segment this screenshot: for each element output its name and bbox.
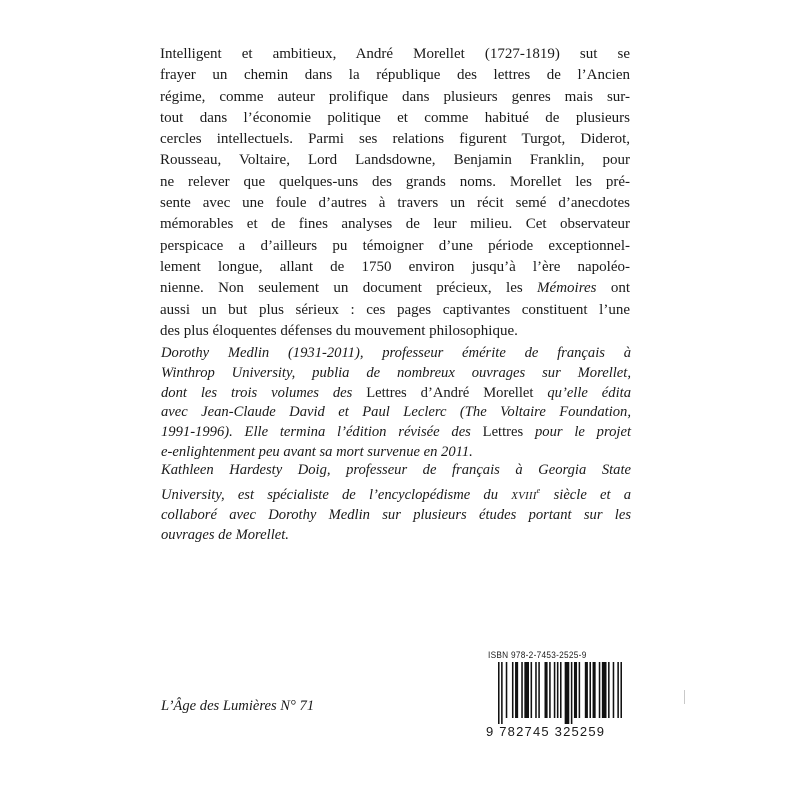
bio-text: University, est spécialiste de l’encyclopédisme du [161,486,512,503]
bio-text: d’André Morellet [406,384,548,401]
page-edge-mark [684,690,685,704]
memoires-title: Mémoires [537,280,597,297]
summary-line: lement longue, allant de 1750 environ jusqu’à l’ère napoléo- [160,258,630,275]
bio-line: ouvrages de Morellet. [161,527,289,544]
barcode-bar [545,662,548,718]
lettres-title: Lettres [482,424,524,441]
summary-line: régime, comme auteur prolifique dans plusieurs genres mais sur- [160,88,630,105]
barcode-digits: 9 782745 325259 [486,724,606,739]
bio-text: dont les trois volumes des [161,384,367,401]
barcode-bar [589,662,591,718]
barcode-bar [602,662,607,718]
barcode-bar [557,662,559,718]
barcode-bar [574,662,577,718]
barcode-bar [549,662,551,718]
barcode-bar [608,662,610,718]
bio-text: siècle et a [540,486,631,503]
summary-line-start: nienne. Non seulement un document précieux, les [160,280,538,297]
author-bio-medlin [161,344,631,463]
century-numeral: XVIII [511,489,537,502]
barcode-bar [571,662,573,724]
back-cover-summary [160,44,630,342]
century-superscript: e [536,485,541,495]
summary-line: Rousseau, Voltaire, Lord Landsdowne, Benjamin Franklin, pour [160,152,630,169]
barcode-bar [565,662,570,724]
barcode-bar [498,662,500,724]
summary-line: aussi un but plus sérieux : ces pages captivantes constituent l’une [160,301,630,318]
bio-line [161,481,631,507]
barcode-bar [524,662,529,718]
barcode-bar [512,662,514,718]
barcode-bar [560,662,562,718]
barcode-bar [501,662,503,724]
summary-line: des plus éloquentes défenses du mouvement philosophique. [160,322,518,339]
summary-line: ne relever que quelques-uns des grands noms. Morellet les pré- [160,173,630,190]
barcode-bar [613,662,615,718]
bio-line: Kathleen Hardesty Doig, professeur de français à Georgia State [161,462,631,478]
barcode-bar [579,662,581,718]
bio-line [161,384,631,404]
summary-line: cercles intellectuels. Parmi ses relations figurent Turgot, Diderot, [160,131,630,148]
barcode-bars [498,662,622,724]
barcode-bar [531,662,533,718]
barcode-bar [515,662,518,718]
barcode-bar [593,662,596,718]
barcode-bar [554,662,556,718]
barcode-bar [617,662,619,718]
summary-line: mémorables et de fines analyses de leur milieu. Cet observateur [160,216,630,233]
bio-text: 1991-1996). Elle termina l’édition révisée des [161,424,483,441]
bio-line [161,423,631,443]
summary-line: tout dans l’économie politique et comme habitué de plusieurs [160,109,630,126]
bio-line: Dorothy Medlin (1931-2011), professeur émérite de français à [161,345,631,361]
summary-line: sente avec une foule d’autres à travers un récit semé d’anecdotes [160,195,630,212]
summary-line-end: ont [596,280,631,297]
bio-line: collaboré avec Dorothy Medlin sur plusieurs études portant sur les [161,507,631,524]
summary-line [160,278,630,299]
barcode-bar [585,662,588,718]
isbn-text: ISBN 978-2-7453-2525-9 [488,650,587,660]
bio-text: pour le projet [523,424,631,441]
barcode-bar [506,662,508,718]
barcode-bar [620,662,622,718]
bio-line: e-enlightenment peu avant sa mort survenue en 2011. [161,443,473,460]
summary-line: Intelligent et ambitieux, André Morellet (1727-1819) sut se [160,46,630,62]
barcode-bar [538,662,540,718]
barcode-bar [599,662,601,718]
barcode-bar [521,662,523,718]
barcode-bar [535,662,537,718]
author-bio-doig [161,461,631,546]
summary-line: perspicace a d’ailleurs pu témoigner d’une période exceptionnel- [160,237,630,254]
bio-text: qu’elle édita [547,384,631,401]
bio-line: avec Jean-Claude David et Paul Leclerc (The Voltaire Foundation, [161,404,631,421]
series-label: L’Âge des Lumières N° 71 [161,698,315,714]
lettres-title: Lettres [366,384,407,401]
summary-line: frayer un chemin dans la république des lettres de l’Ancien [160,67,630,84]
bio-line: Winthrop University, publia de nombreux ouvrages sur Morellet, [161,364,631,381]
isbn-barcode [486,650,632,742]
